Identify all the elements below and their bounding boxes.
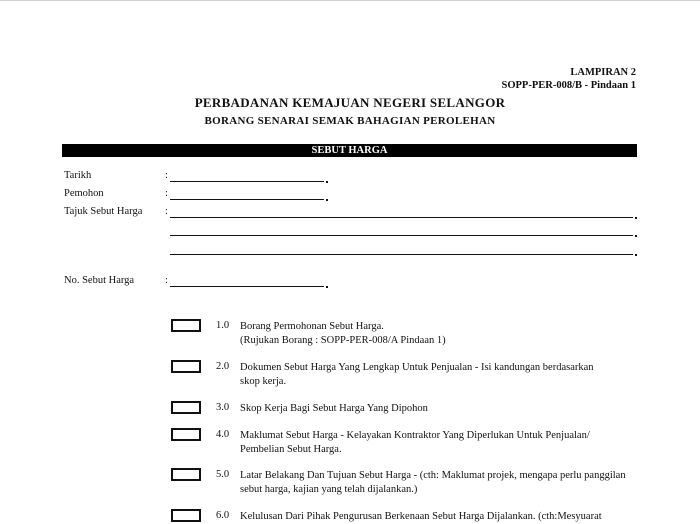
checklist-item-text: Borang Permohonan Sebut Harga. (Rujukan Borang : SOPP-PER-008/A Pindaan 1) — [240, 321, 446, 346]
checkbox-item-6[interactable] — [171, 509, 201, 522]
pemohon-colon: : — [165, 188, 168, 199]
checklist-item-text: Kelulusan Dari Pihak Pengurusan Berkenaan Sebut Harga Dijalankan. (cth:Mesyuarat — [240, 511, 602, 522]
form-title: BORANG SENARAI SEMAK BAHAGIAN PEROLEHAN — [204, 115, 496, 127]
pemohon-field-line[interactable] — [170, 199, 324, 200]
tarikh-field-line[interactable] — [170, 181, 324, 182]
checkbox-item-5[interactable] — [171, 468, 201, 481]
item-number: 5.0 — [216, 469, 230, 480]
tajuk-colon: : — [165, 206, 168, 217]
item-number: 1.0 — [216, 320, 230, 331]
field-end-dot — [635, 235, 637, 237]
item-number: 2.0 — [216, 361, 230, 372]
field-end-dot — [326, 199, 328, 201]
checkbox-item-1[interactable] — [171, 319, 201, 332]
checklist-item-text: Dokumen Sebut Harga Yang Lengkap Untuk Penjualan - Isi kandungan berdasarkan skop kerja. — [240, 362, 594, 387]
lampiran-label: LAMPIRAN 2 — [570, 67, 636, 78]
pemohon-label: Pemohon — [64, 188, 104, 199]
field-end-dot — [326, 286, 328, 288]
field-end-dot — [635, 254, 637, 256]
checkbox-item-2[interactable] — [171, 360, 201, 373]
no-sebut-harga-label: No. Sebut Harga — [64, 275, 135, 286]
item-number: 3.0 — [216, 402, 230, 413]
tajuk-label: Tajuk Sebut Harga — [64, 206, 143, 217]
field-end-dot — [326, 181, 328, 183]
checkbox-item-4[interactable] — [171, 428, 201, 441]
item-number: 4.0 — [216, 429, 230, 440]
checklist-item-text: Latar Belakang Dan Tujuan Sebut Harga - (cth: Maklumat projek, mengapa perlu panggilan sebut harga, kajian yang telah dijalankan.) — [240, 470, 626, 495]
section-header-bar: SEBUT HARGA — [62, 144, 637, 157]
tajuk-field-line-1[interactable] — [170, 217, 633, 218]
checkbox-item-3[interactable] — [171, 401, 201, 414]
tajuk-field-line-3[interactable] — [170, 254, 633, 255]
item-number: 6.0 — [216, 510, 230, 521]
organization-title: PERBADANAN KEMAJUAN NEGERI SELANGOR — [194, 95, 506, 110]
tarikh-colon: : — [165, 170, 168, 181]
tarikh-label: Tarikh — [64, 170, 92, 181]
tajuk-field-line-2[interactable] — [170, 235, 633, 236]
checklist-item-text: Skop Kerja Bagi Sebut Harga Yang Dipohon — [240, 403, 428, 414]
field-end-dot — [635, 217, 637, 219]
checklist-item-text: Maklumat Sebut Harga - Kelayakan Kontraktor Yang Diperlukan Untuk Penjualan/ Pembelian Sebut Harga. — [240, 430, 590, 455]
no-sebut-harga-field-line[interactable] — [170, 286, 324, 287]
page-top-border — [0, 0, 700, 1]
no-sebut-harga-colon: : — [165, 275, 168, 286]
form-code: SOPP-PER-008/B - Pindaan 1 — [501, 80, 636, 91]
